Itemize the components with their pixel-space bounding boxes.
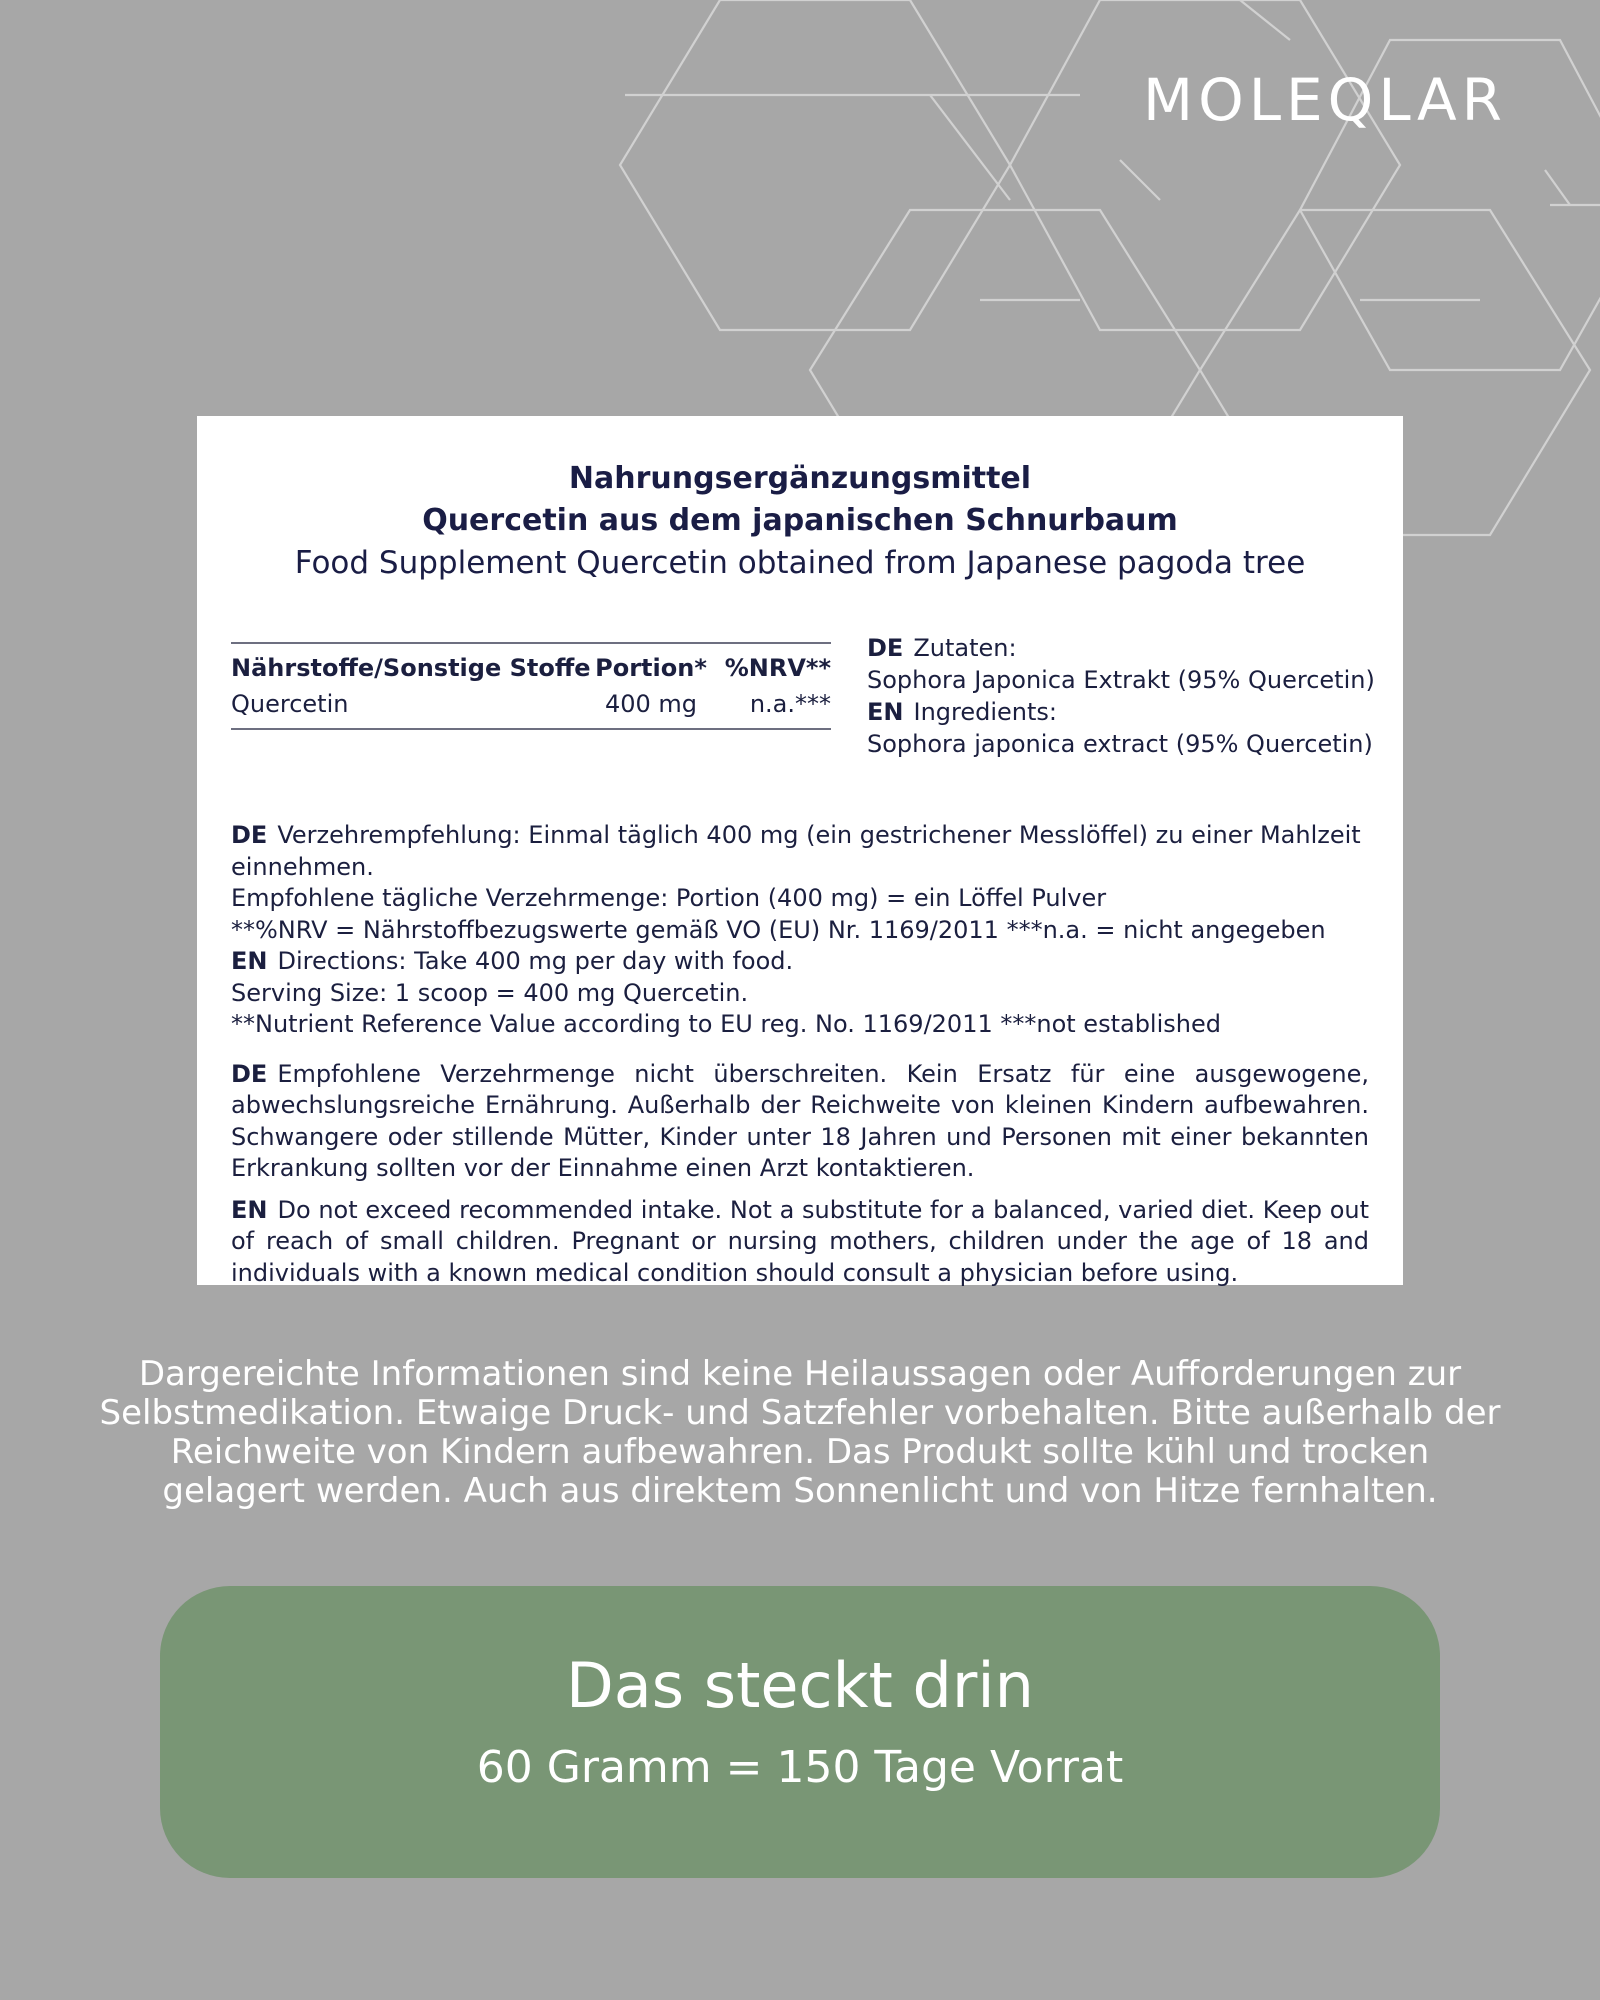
product-label-card xyxy=(197,416,1403,1285)
label-title-line-2: Quercetin aus dem japanischen Schnurbaum xyxy=(422,503,1178,538)
warning-en-block xyxy=(231,1195,1369,1290)
ingredients-de-heading xyxy=(867,632,1407,664)
contents-title: Das steckt drin xyxy=(566,1649,1034,1722)
label-middle-row xyxy=(231,632,1375,782)
directions-de-line-1 xyxy=(231,820,1369,883)
cell-nutrient-name: Quercetin xyxy=(231,690,349,718)
directions-de-line-2: Empfohlene tägliche Verzehrmenge: Portion (400 mg) = ein Löffel Pulver xyxy=(231,884,1107,912)
directions-en-text-1: Directions: Take 400 mg per day with food. xyxy=(277,947,794,975)
warning-de-block xyxy=(231,1059,1369,1185)
label-title-line-1: Nahrungsergänzungsmittel xyxy=(568,461,1032,496)
ingredients-en-label: Ingredients: xyxy=(913,698,1057,726)
cell-portion: 400 mg xyxy=(604,690,698,718)
ingredients-de-label: Zutaten: xyxy=(913,634,1017,662)
lang-tag-en: EN xyxy=(231,947,268,975)
directions-de-text-1: Verzehrempfehlung: Einmal täglich 400 mg (ein gestrichener Messlöffel) zu einer Mahlzeit einnehmen. xyxy=(231,821,1361,881)
ingredients-block xyxy=(867,632,1407,760)
label-subtitle: Food Supplement Quercetin obtained from Japanese pagoda tree xyxy=(294,545,1306,581)
warning-en-text: Do not exceed recommended intake. Not a substitute for a balanced, varied diet. Keep out of reach of small children. Pregnant or nursing mothers, children under the age of 18 and individuals with a known medical condition should consult a physician before using. xyxy=(231,1195,1369,1287)
directions-en-line-2: Serving Size: 1 scoop = 400 mg Quercetin. xyxy=(231,978,749,1007)
lang-tag-de: DE xyxy=(231,821,268,849)
contents-box xyxy=(160,1586,1440,1878)
brand-logo xyxy=(1130,60,1520,140)
directions-en-line-1 xyxy=(231,946,1369,978)
contents-subtitle: 60 Gramm = 150 Tage Vorrat xyxy=(476,1742,1124,1793)
nutrition-table xyxy=(231,642,831,730)
label-title-block xyxy=(231,458,1369,584)
lang-tag-en: EN xyxy=(231,1195,268,1224)
lang-tag-de: DE xyxy=(231,1059,268,1088)
directions-de-line-3: **%NRV = Nährstoffbezugswerte gemäß VO (EU) Nr. 1169/2011 ***n.a. = nicht angegeben xyxy=(231,915,1326,944)
directions-block xyxy=(231,820,1369,1041)
header-nrv: %NRV** xyxy=(724,654,831,682)
logo-text: MOLEQLAR xyxy=(1143,66,1507,134)
ingredients-en-text: Sophora japonica extract (95% Quercetin) xyxy=(867,730,1373,758)
header-portion: Portion* xyxy=(595,654,707,682)
header-nutrients: Nährstoffe/Sonstige Stoffe xyxy=(231,654,591,682)
disclaimer-text: Dargereichte Informationen sind keine Heilaussagen oder Aufforderungen zur Selbstmedikation. Etwaige Druck- und Satzfehler vorbehalten. Bitte außerhalb der Reichweite von Kindern aufbewahren. Das Produkt sollte kühl und trocken gelagert werden. Auch aus direktem Sonnenlicht und von Hitze fernhalten. xyxy=(99,1354,1501,1511)
nutrition-table-header xyxy=(231,644,831,686)
lang-tag-de: DE xyxy=(867,634,904,662)
table-row xyxy=(231,686,831,728)
ingredients-de-text: Sophora Japonica Extrakt (95% Quercetin) xyxy=(867,666,1375,694)
directions-en-line-3: **Nutrient Reference Value according to EU reg. No. 1169/2011 ***not established xyxy=(231,1010,1221,1038)
ingredients-en-heading xyxy=(867,696,1407,728)
hexagon-shape xyxy=(1010,0,1400,330)
hexagon-shape xyxy=(620,0,1010,330)
warning-de-text: Empfohlene Verzehrmenge nicht überschreiten. Kein Ersatz für eine ausgewogene, abwechslungsreiche Ernährung. Außerhalb der Reichweite von kleinen Kindern aufbewahren. Schwangere oder stillende Mütter, Kinder unter 18 Jahren und Personen mit einer bekannten Erkrankung sollten vor der Einnahme einen Arzt kontaktieren. xyxy=(231,1059,1369,1182)
cell-nrv: n.a.*** xyxy=(749,690,831,718)
lang-tag-en: EN xyxy=(867,698,904,726)
